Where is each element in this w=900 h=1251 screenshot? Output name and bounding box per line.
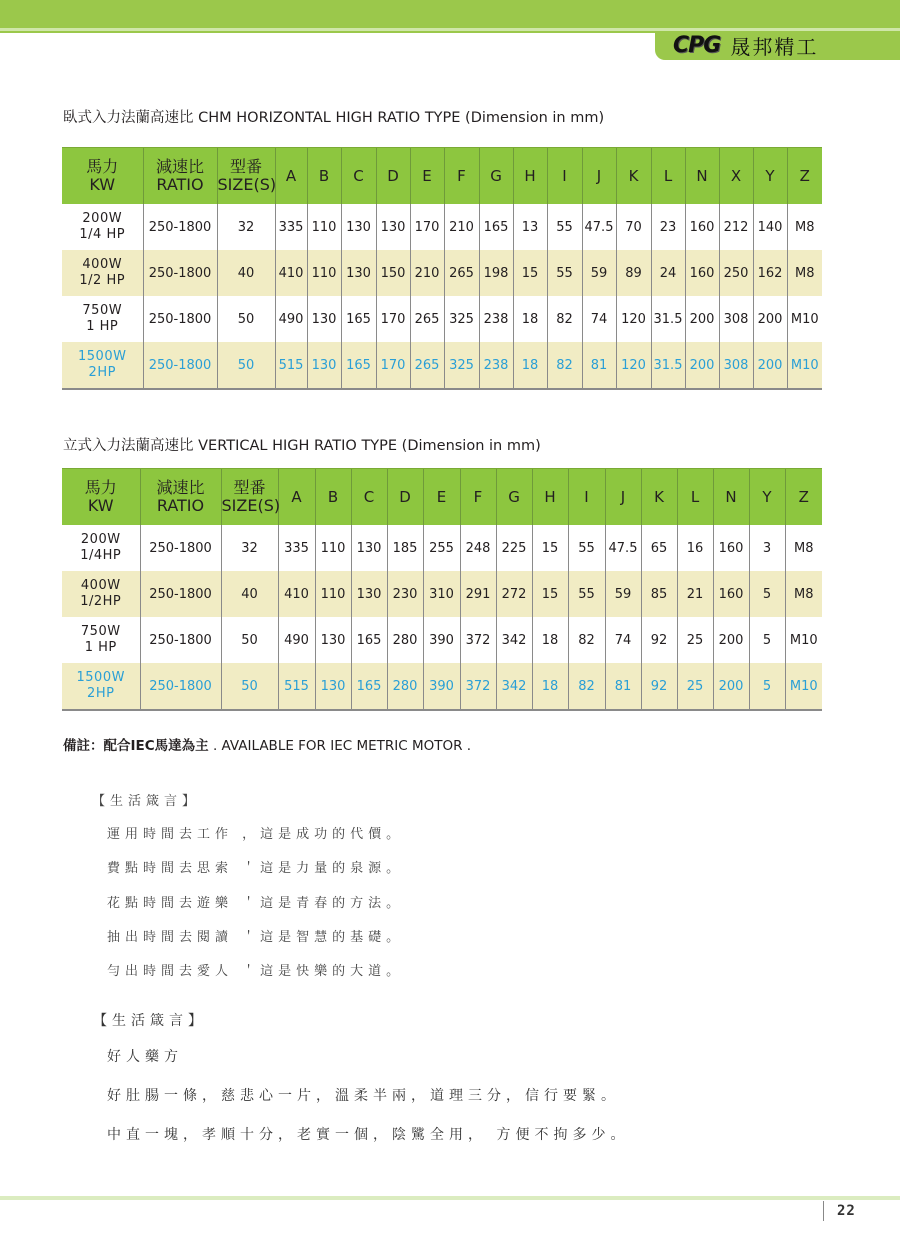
dimension-cell: 390 [423, 617, 460, 663]
power-watts: 400W [80, 578, 121, 593]
power-cell [62, 342, 143, 389]
proverb-line: 花點時間去遊樂 ＇這是青春的方法。 [107, 896, 405, 911]
dimension-cell: 372 [460, 663, 496, 710]
header-dim: H [513, 148, 547, 205]
dimension-cell: 130 [351, 525, 387, 571]
power-watts: 750W [80, 624, 121, 639]
table-row [62, 342, 822, 389]
dimension-cell: M10 [785, 617, 822, 663]
header-power: 馬力 KW [62, 148, 143, 205]
header-size: 型番 SIZE(S) [217, 148, 275, 205]
header-dim: E [423, 469, 460, 526]
dimension-cell: 390 [423, 663, 460, 710]
dimension-cell: 18 [513, 296, 547, 342]
proverb-heading: 【生活箴言】 [92, 794, 201, 809]
power-watts: 1500W [78, 349, 127, 364]
dimension-cell: 291 [460, 571, 496, 617]
power-cell [62, 296, 143, 342]
header-dim: C [341, 148, 376, 205]
dimension-cell: 85 [641, 571, 677, 617]
dimension-cell: 74 [582, 296, 616, 342]
dimension-cell: M8 [787, 204, 822, 250]
size-cell: 50 [217, 296, 275, 342]
dimension-cell: 31.5 [651, 296, 685, 342]
dimension-cell: 265 [444, 250, 479, 296]
dimension-cell: 272 [496, 571, 532, 617]
size-cell: 40 [221, 571, 278, 617]
dimension-cell: 110 [307, 204, 341, 250]
dimension-cell: 210 [410, 250, 444, 296]
header-dim: E [410, 148, 444, 205]
dimension-cell: M8 [785, 525, 822, 571]
dimension-cell: 24 [651, 250, 685, 296]
table-row [62, 663, 822, 710]
dimension-cell: 15 [532, 571, 568, 617]
proverb-line: 運用時間去工作 ，這是成功的代價。 [107, 827, 405, 842]
dimension-cell: 248 [460, 525, 496, 571]
size-cell: 32 [217, 204, 275, 250]
dimension-cell: 200 [685, 342, 719, 389]
dimension-cell: 160 [685, 250, 719, 296]
proverb-line: 好人藥方 [107, 1049, 183, 1065]
dimension-cell: 255 [423, 525, 460, 571]
header-dim: N [685, 148, 719, 205]
dimension-cell: 185 [387, 525, 423, 571]
power-hp: 2HP [87, 686, 115, 701]
dimension-cell: 130 [307, 342, 341, 389]
header-dim: J [582, 148, 616, 205]
dimension-cell: 3 [749, 525, 785, 571]
header-dim: X [719, 148, 753, 205]
header-dim: C [351, 469, 387, 526]
dimension-cell: M8 [785, 571, 822, 617]
header-dim: B [315, 469, 351, 526]
header-dim: Y [749, 469, 785, 526]
proverb-line: 勻出時間去愛人 ＇這是快樂的大道。 [107, 964, 405, 979]
dimension-cell: M10 [787, 342, 822, 389]
header-band [0, 0, 900, 28]
table-row [62, 204, 822, 250]
dimension-cell: 110 [307, 250, 341, 296]
dimension-cell: 342 [496, 663, 532, 710]
dimension-cell: 325 [444, 342, 479, 389]
power-hp: 1/4HP [80, 548, 122, 563]
size-cell: 50 [221, 617, 278, 663]
header-dim: H [532, 469, 568, 526]
header-dim: K [616, 148, 651, 205]
dimension-cell: 342 [496, 617, 532, 663]
header-dim: G [496, 469, 532, 526]
dimension-cell: 130 [341, 250, 376, 296]
dimension-cell: 130 [341, 204, 376, 250]
dimension-cell: 160 [685, 204, 719, 250]
dimension-cell: 225 [496, 525, 532, 571]
header-dim: B [307, 148, 341, 205]
dimension-cell: 372 [460, 617, 496, 663]
header-dim: L [677, 469, 713, 526]
power-hp: 1 HP [84, 640, 117, 655]
header-dim: A [275, 148, 307, 205]
footer-separator [823, 1201, 824, 1221]
dimension-cell: 170 [410, 204, 444, 250]
dimension-cell: 92 [641, 617, 677, 663]
dimension-cell: 250 [719, 250, 753, 296]
dimension-cell: 15 [513, 250, 547, 296]
dimension-cell: 130 [351, 571, 387, 617]
proverb-line: 費點時間去思索 ＇這是力量的泉源。 [107, 861, 405, 876]
dimension-cell: 162 [753, 250, 787, 296]
note-label: 備註：配合IEC馬達為主 [63, 738, 209, 754]
header-ratio: 減速比 RATIO [143, 148, 217, 205]
header-dim: K [641, 469, 677, 526]
table-header-row [62, 469, 822, 526]
power-cell [62, 250, 143, 296]
dimension-cell: 238 [479, 296, 513, 342]
cpg-logo-icon: CPG [673, 33, 721, 58]
header-dim: F [444, 148, 479, 205]
ratio-cell: 250-1800 [140, 617, 221, 663]
dimension-cell: 55 [547, 204, 582, 250]
header-dim: J [605, 469, 641, 526]
header-dim: I [547, 148, 582, 205]
power-watts: 200W [82, 211, 123, 226]
dimension-cell: 82 [547, 296, 582, 342]
dimension-cell: 55 [547, 250, 582, 296]
size-cell: 40 [217, 250, 275, 296]
dimension-cell: 81 [582, 342, 616, 389]
dimension-cell: 82 [547, 342, 582, 389]
power-cell [62, 571, 140, 617]
dimension-cell: 212 [719, 204, 753, 250]
dimension-cell: 165 [479, 204, 513, 250]
dimension-cell: 280 [387, 617, 423, 663]
dimension-cell: 200 [753, 342, 787, 389]
size-cell: 32 [221, 525, 278, 571]
power-cell [62, 525, 140, 571]
vertical-dimension-table [62, 468, 822, 711]
dimension-cell: 130 [376, 204, 410, 250]
power-cell [62, 617, 140, 663]
power-cell [62, 663, 140, 710]
dimension-cell: 70 [616, 204, 651, 250]
dimension-cell: 310 [423, 571, 460, 617]
dimension-cell: 410 [275, 250, 307, 296]
dimension-cell: 335 [278, 525, 315, 571]
dimension-cell: 165 [351, 617, 387, 663]
table-row [62, 525, 822, 571]
header-dim: F [460, 469, 496, 526]
ratio-cell: 250-1800 [143, 250, 217, 296]
power-hp: 1/4 HP [79, 227, 126, 242]
proverb-line: 好肚腸一條，慈悲心一片，溫柔半兩，道理三分，信行要緊。 [107, 1088, 620, 1104]
brand-logo-tab [655, 31, 900, 60]
dimension-cell: 200 [753, 296, 787, 342]
dimension-cell: 25 [677, 617, 713, 663]
dimension-cell: 515 [275, 342, 307, 389]
header-dim: N [713, 469, 749, 526]
header-size: 型番 SIZE(S) [221, 469, 278, 526]
dimension-cell: 265 [410, 296, 444, 342]
size-cell: 50 [217, 342, 275, 389]
dimension-cell: 200 [713, 663, 749, 710]
brand-name: 晟邦精工 [730, 35, 819, 59]
table-row [62, 571, 822, 617]
table-header-row [62, 148, 822, 205]
dimension-cell: 55 [568, 571, 605, 617]
power-cell [62, 204, 143, 250]
dimension-cell: 89 [616, 250, 651, 296]
ratio-cell: 250-1800 [140, 571, 221, 617]
ratio-cell: 250-1800 [140, 663, 221, 710]
power-hp: 1 HP [86, 319, 119, 334]
dimension-cell: 74 [605, 617, 641, 663]
dimension-cell: 165 [341, 296, 376, 342]
header-dim: Z [785, 469, 822, 526]
dimension-cell: 82 [568, 663, 605, 710]
dimension-cell: 140 [753, 204, 787, 250]
dimension-cell: M10 [787, 296, 822, 342]
dimension-cell: 18 [513, 342, 547, 389]
header-dim: G [479, 148, 513, 205]
dimension-cell: 5 [749, 617, 785, 663]
header-ratio: 減速比 RATIO [140, 469, 221, 526]
dimension-cell: 335 [275, 204, 307, 250]
dimension-cell: 200 [713, 617, 749, 663]
dimension-cell: 515 [278, 663, 315, 710]
power-hp: 2HP [88, 365, 116, 380]
power-watts: 200W [80, 532, 121, 547]
dimension-cell: 160 [713, 525, 749, 571]
dimension-cell: 210 [444, 204, 479, 250]
dimension-cell: 130 [307, 296, 341, 342]
power-watts: 400W [82, 257, 123, 272]
dimension-cell: 265 [410, 342, 444, 389]
proverb-line: 抽出時間去閱讀 ＇這是智慧的基礎。 [107, 930, 405, 945]
dimension-cell: 160 [713, 571, 749, 617]
page-number: 22 [837, 1203, 856, 1219]
dimension-cell: 82 [568, 617, 605, 663]
dimension-cell: 47.5 [582, 204, 616, 250]
header-dim: Z [787, 148, 822, 205]
dimension-cell: 325 [444, 296, 479, 342]
power-hp: 1/2 HP [79, 273, 126, 288]
table-row [62, 617, 822, 663]
iec-motor-note [63, 734, 471, 754]
horizontal-table-title: 臥式入力法蘭高速比 CHM HORIZONTAL HIGH RATIO TYPE (Dimension in mm) [63, 110, 605, 126]
dimension-cell: 92 [641, 663, 677, 710]
dimension-cell: 165 [351, 663, 387, 710]
dimension-cell: 59 [605, 571, 641, 617]
dimension-cell: 130 [315, 663, 351, 710]
dimension-cell: 15 [532, 525, 568, 571]
header-dim: L [651, 148, 685, 205]
dimension-cell: 150 [376, 250, 410, 296]
dimension-cell: 81 [605, 663, 641, 710]
dimension-cell: 490 [278, 617, 315, 663]
dimension-cell: 120 [616, 296, 651, 342]
dimension-cell: M8 [787, 250, 822, 296]
dimension-cell: 238 [479, 342, 513, 389]
dimension-cell: 280 [387, 663, 423, 710]
table-row [62, 250, 822, 296]
header-dim: Y [753, 148, 787, 205]
proverb-line: 中直一塊，孝順十分，老實一個，陰騭全用， 方便不拘多少。 [107, 1127, 630, 1143]
dimension-cell: 59 [582, 250, 616, 296]
dimension-cell: 16 [677, 525, 713, 571]
power-hp: 1/2HP [80, 594, 122, 609]
dimension-cell: 308 [719, 296, 753, 342]
dimension-cell: 165 [341, 342, 376, 389]
dimension-cell: M10 [785, 663, 822, 710]
dimension-cell: 200 [685, 296, 719, 342]
dimension-cell: 18 [532, 663, 568, 710]
dimension-cell: 120 [616, 342, 651, 389]
dimension-cell: 23 [651, 204, 685, 250]
vertical-table-title: 立式入力法蘭高速比 VERTICAL HIGH RATIO TYPE (Dimension in mm) [63, 438, 541, 454]
ratio-cell: 250-1800 [143, 342, 217, 389]
dimension-cell: 130 [315, 617, 351, 663]
header-dim: A [278, 469, 315, 526]
ratio-cell: 250-1800 [143, 296, 217, 342]
dimension-cell: 25 [677, 663, 713, 710]
size-cell: 50 [221, 663, 278, 710]
dimension-cell: 170 [376, 296, 410, 342]
power-watts: 1500W [76, 670, 125, 685]
dimension-cell: 55 [568, 525, 605, 571]
dimension-cell: 110 [315, 525, 351, 571]
header-dim: D [387, 469, 423, 526]
header-dim: D [376, 148, 410, 205]
ratio-cell: 250-1800 [143, 204, 217, 250]
dimension-cell: 65 [641, 525, 677, 571]
power-watts: 750W [82, 303, 123, 318]
note-text: . AVAILABLE FOR IEC METRIC MOTOR . [212, 738, 472, 754]
dimension-cell: 47.5 [605, 525, 641, 571]
dimension-cell: 18 [532, 617, 568, 663]
dimension-cell: 21 [677, 571, 713, 617]
dimension-cell: 31.5 [651, 342, 685, 389]
dimension-cell: 13 [513, 204, 547, 250]
ratio-cell: 250-1800 [140, 525, 221, 571]
dimension-cell: 5 [749, 571, 785, 617]
dimension-cell: 198 [479, 250, 513, 296]
horizontal-dimension-table [62, 147, 822, 390]
dimension-cell: 308 [719, 342, 753, 389]
table-row [62, 296, 822, 342]
dimension-cell: 410 [278, 571, 315, 617]
dimension-cell: 170 [376, 342, 410, 389]
footer-divider [0, 1196, 900, 1200]
proverb-heading: 【生活箴言】 [93, 1013, 207, 1029]
dimension-cell: 490 [275, 296, 307, 342]
dimension-cell: 110 [315, 571, 351, 617]
dimension-cell: 5 [749, 663, 785, 710]
header-power: 馬力 KW [62, 469, 140, 526]
header-dim: I [568, 469, 605, 526]
dimension-cell: 230 [387, 571, 423, 617]
